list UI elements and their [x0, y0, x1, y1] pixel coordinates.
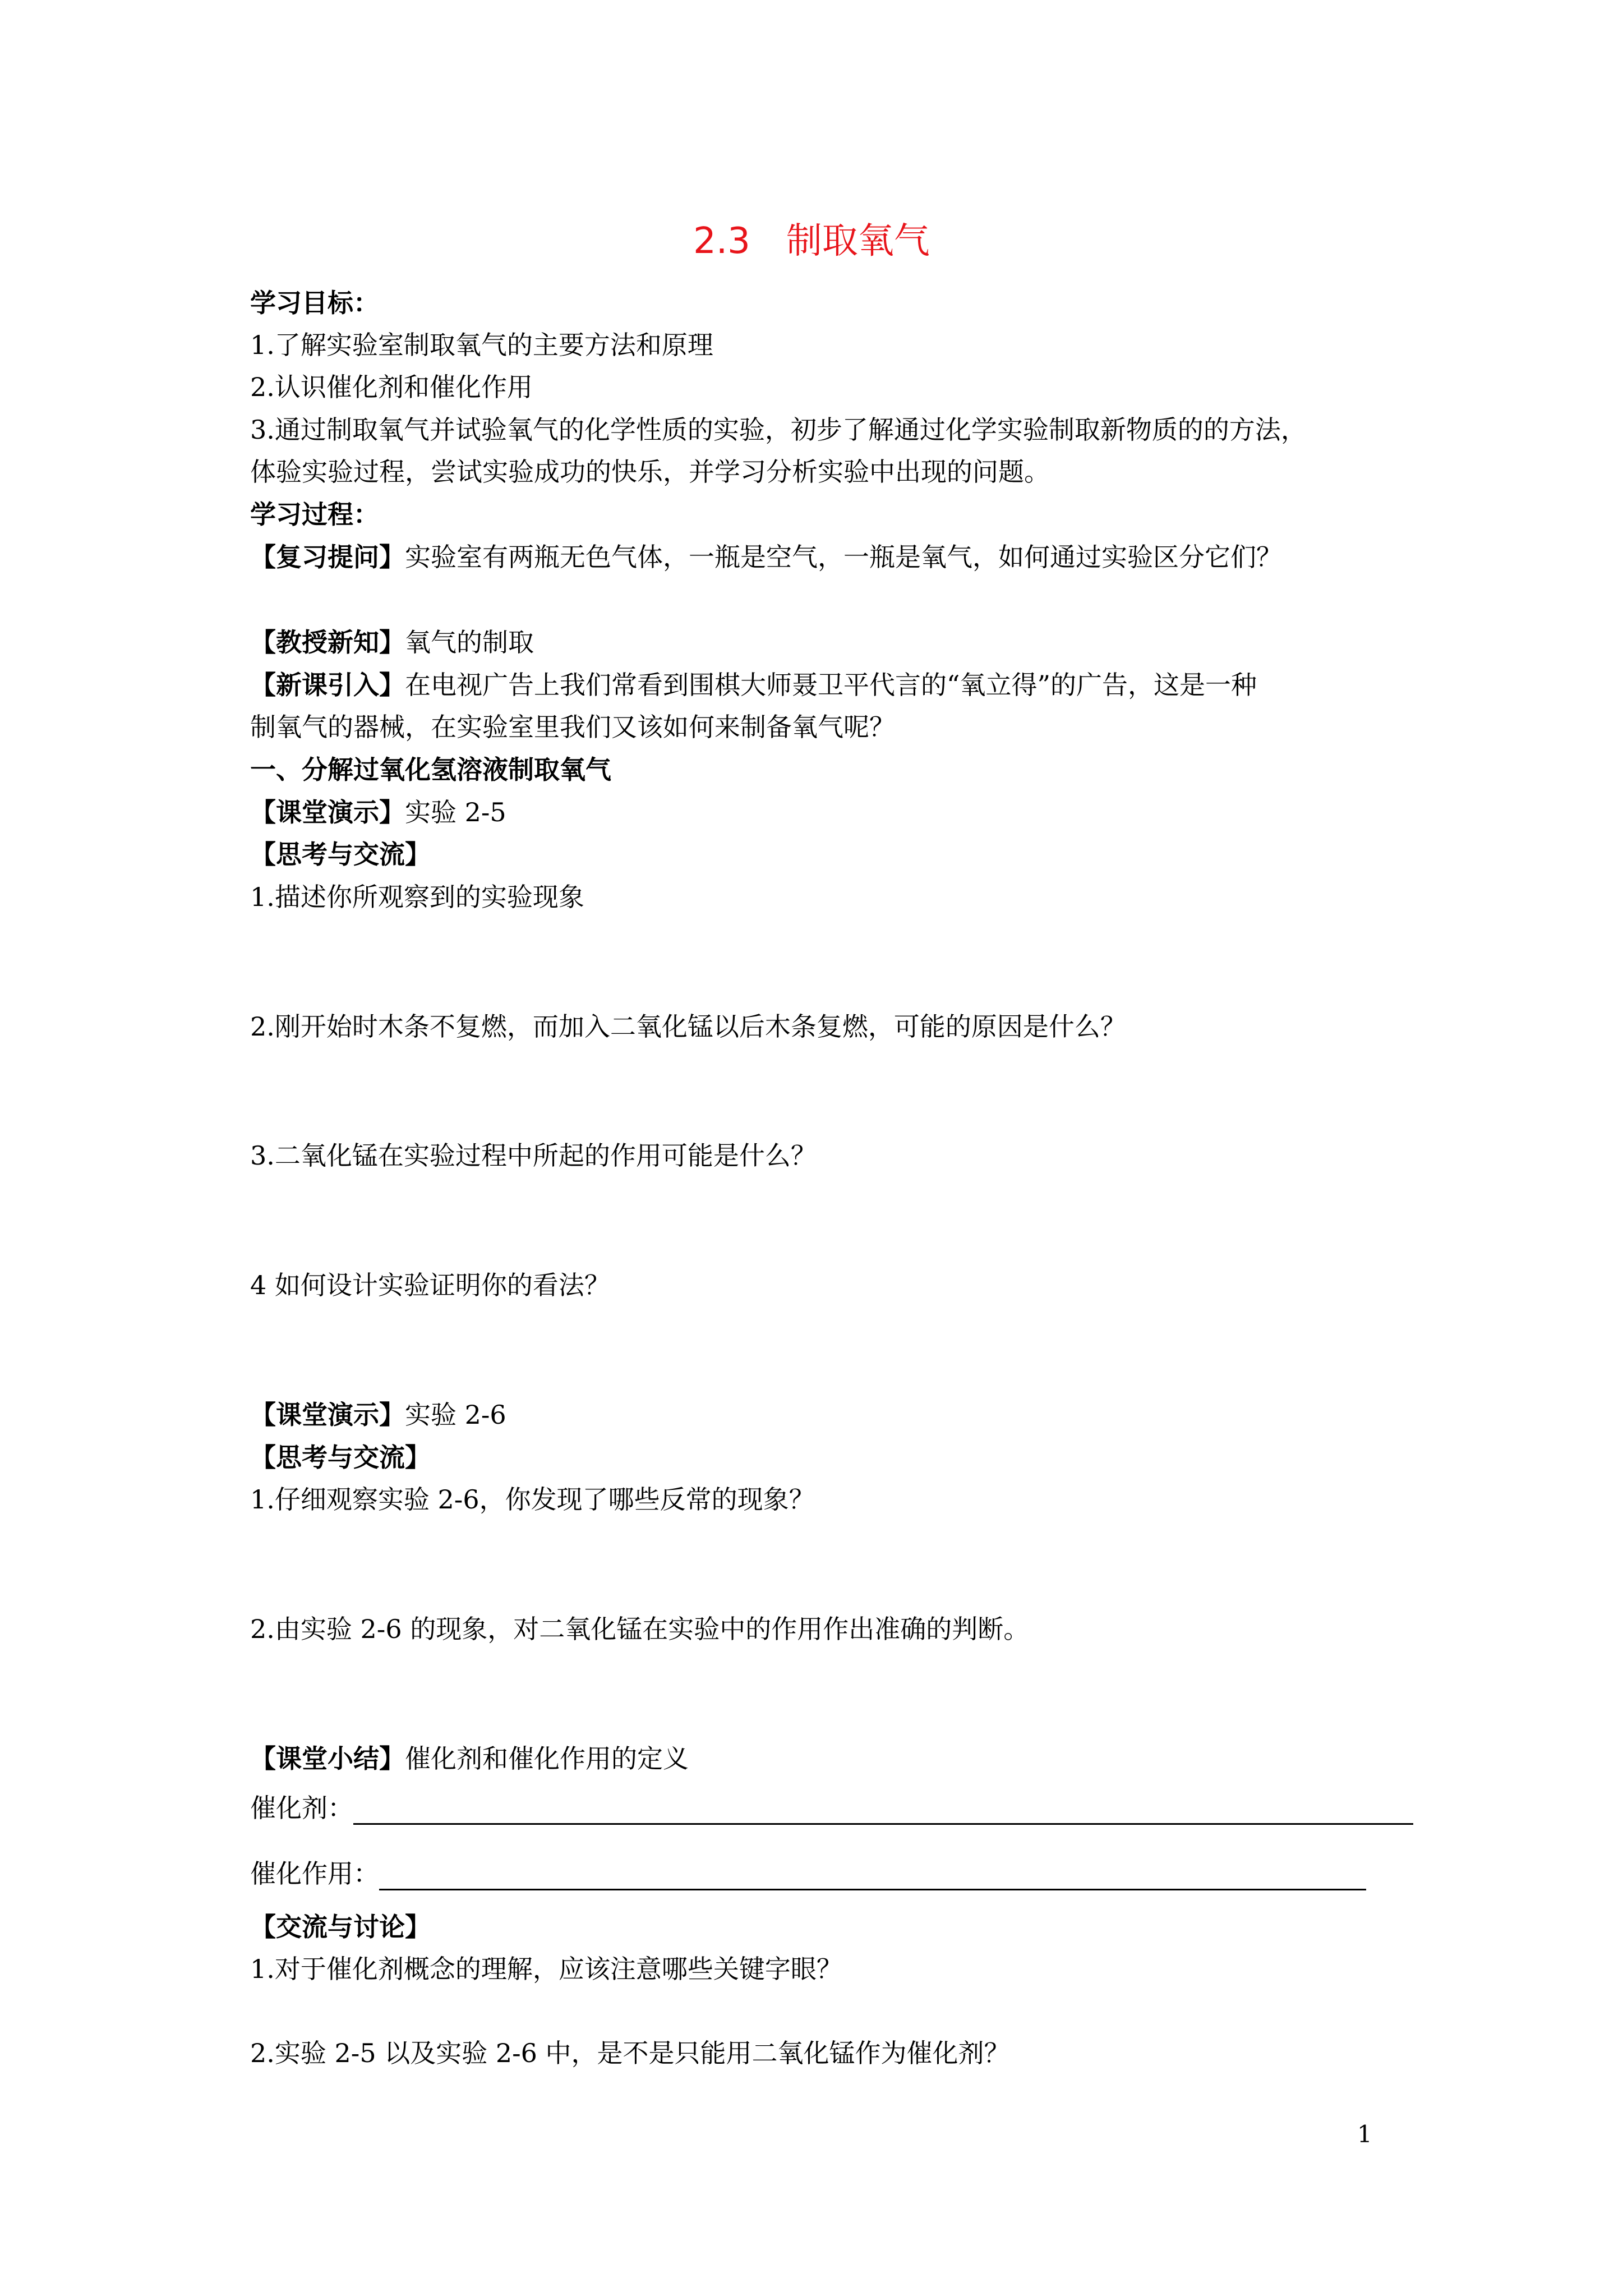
- discussion-question-1: 1.对于催化剂概念的理解，应该注意哪些关键字眼？: [250, 1954, 842, 1984]
- lesson-summary-label: 【课堂小结】: [250, 1743, 405, 1774]
- heading-learning-goals: 学习目标：: [250, 288, 379, 318]
- demo-2-6-text: 实验 2-6: [405, 1400, 506, 1430]
- page-title: 2.3 制取氧气: [693, 220, 930, 262]
- review-question-text: 实验室有两瓶无色气体，一瓶是空气，一瓶是氧气，如何通过实验区分它们？: [405, 542, 1282, 572]
- demo-2-5-text: 实验 2-5: [405, 797, 506, 827]
- lesson-intro-cont: 制氧气的器械，在实验室里我们又该如何来制备氧气呢？: [250, 712, 895, 742]
- lesson-summary-text: 催化剂和催化作用的定义: [405, 1743, 689, 1774]
- question-1-1: 1.描述你所观察到的实验现象: [250, 882, 584, 912]
- lesson-intro-label: 【新课引入】: [250, 670, 405, 700]
- question-1-4: 4 如何设计实验证明你的看法？: [250, 1270, 610, 1300]
- question-2-1: 1.仔细观察实验 2-6，你发现了哪些反常的现象？: [250, 1484, 815, 1515]
- lesson-summary: [250, 1742, 689, 1775]
- catalyst-answer-blank[interactable]: [353, 1798, 1413, 1825]
- catalyst-definition: [250, 1791, 1413, 1825]
- heading-learning-process: 学习过程：: [250, 499, 379, 530]
- goal-2: 2.认识催化剂和催化作用: [250, 372, 533, 402]
- goal-3: 3.通过制取氧气并试验氧气的化学性质的实验，初步了解通过化学实验制取新物质的的方法，: [250, 415, 1307, 445]
- catalysis-definition: [250, 1857, 1366, 1890]
- think-discuss-heading-2: 【思考与交流】: [250, 1442, 431, 1473]
- review-question-label: 【复习提问】: [250, 542, 405, 572]
- review-question: [250, 540, 1282, 574]
- catalysis-label: 催化作用：: [250, 1858, 379, 1889]
- catalysis-answer-blank[interactable]: [379, 1864, 1366, 1890]
- new-knowledge-text: 氧气的制取: [405, 627, 534, 657]
- discussion-heading: 【交流与讨论】: [250, 1912, 431, 1942]
- new-knowledge-label: 【教授新知】: [250, 627, 405, 657]
- lesson-intro: [250, 668, 1257, 702]
- goal-1: 1.了解实验室制取氧气的主要方法和原理: [250, 330, 713, 360]
- question-1-3: 3.二氧化锰在实验过程中所起的作用可能是什么？: [250, 1140, 817, 1171]
- demo-2-6: [250, 1398, 506, 1432]
- section-1-heading: 一、分解过氧化氢溶液制取氧气: [250, 754, 611, 785]
- think-discuss-heading-1: 【思考与交流】: [250, 839, 431, 869]
- demo-2-5-label: 【课堂演示】: [250, 797, 405, 827]
- demo-2-6-label: 【课堂演示】: [250, 1400, 405, 1430]
- question-1-2: 2.刚开始时木条不复燃，而加入二氧化锰以后木条复燃，可能的原因是什么？: [250, 1011, 1126, 1042]
- new-knowledge: [250, 625, 534, 659]
- discussion-question-2: 2.实验 2-5 以及实验 2-6 中，是不是只能用二氧化锰作为催化剂？: [250, 2038, 1010, 2068]
- demo-2-5: [250, 795, 506, 829]
- page-number: 1: [1357, 2120, 1372, 2148]
- question-2-2: 2.由实验 2-6 的现象，对二氧化锰在实验中的作用作出准确的判断。: [250, 1614, 1030, 1644]
- catalyst-label: 催化剂：: [250, 1793, 353, 1823]
- goal-3-cont: 体验实验过程，尝试实验成功的快乐，并学习分析实验中出现的问题。: [250, 457, 1050, 487]
- lesson-intro-text: 在电视广告上我们常看到围棋大师聂卫平代言的“氧立得”的广告，这是一种: [405, 670, 1257, 700]
